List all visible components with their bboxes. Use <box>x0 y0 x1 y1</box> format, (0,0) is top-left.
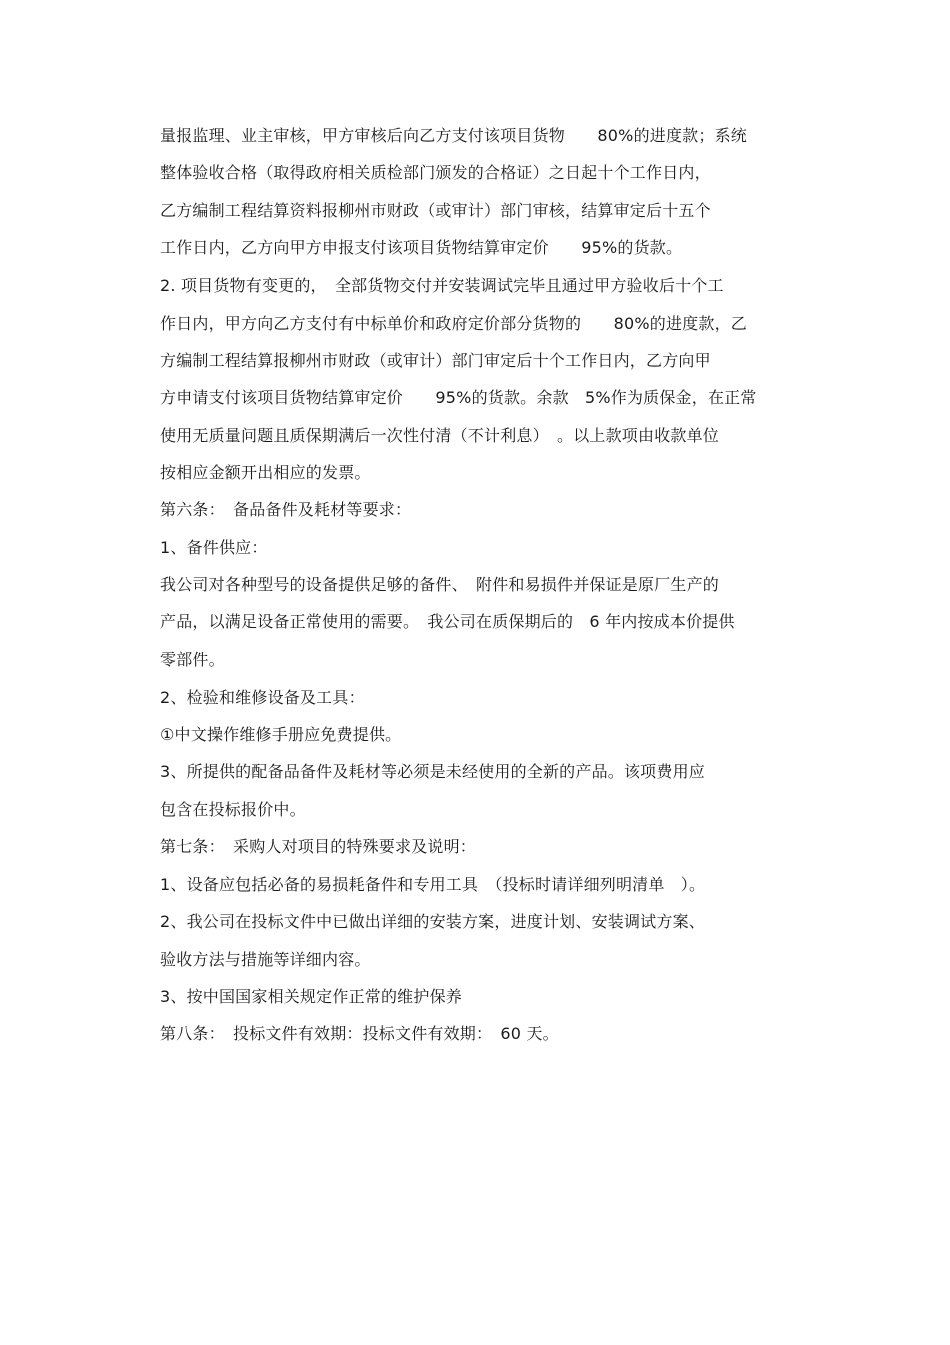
subheading: 1、备件供应： <box>160 538 268 557</box>
section-heading-8: 第八条： 投标文件有效期：投标文件有效期： 60 天。 <box>160 1024 559 1043</box>
text-line: 工作日内，乙方向甲方申报支付该项目货物结算审定价 95%的货款。 <box>160 238 683 257</box>
text-line: 作日内，甲方向乙方支付有中标单价和政府定价部分货物的 80%的进度款，乙 <box>160 314 747 333</box>
text-line: 1、设备应包括必备的易损耗备件和专用工具 （投标时请详细列明清单 ）。 <box>160 875 706 894</box>
text-line: 验收方法与措施等详细内容。 <box>160 950 371 969</box>
section-heading-7: 第七条： 采购人对项目的特殊要求及说明： <box>160 837 477 856</box>
text-line: 包含在投标报价中。 <box>160 800 306 819</box>
text-line: 我公司对各种型号的设备提供足够的备件、 附件和易损件并保证是原厂生产的 <box>160 575 720 594</box>
text-line: 3、所提供的配备品备件及耗材等必须是未经使用的全新的产品。该项费用应 <box>160 762 705 781</box>
text-line: 使用无质量问题且质保期满后一次性付清（不计利息） 。以上款项由收款单位 <box>160 426 720 445</box>
text-line: 方编制工程结算报柳州市财政（或审计）部门审定后十个工作日内，乙方向甲 <box>160 351 711 370</box>
text-line: 量报监理、业主审核，甲方审核后向乙方支付该项目货物 80%的进度款；系统 <box>160 126 747 145</box>
text-line: 产品，以满足设备正常使用的需要。 我公司在质保期后的 6 年内按成本价提供 <box>160 612 735 631</box>
text-line: 按相应金额开出相应的发票。 <box>160 463 371 482</box>
text-line: 2、我公司在投标文件中已做出详细的安装方案，进度计划、安装调试方案、 <box>160 912 705 931</box>
text-line: ①中文操作维修手册应免费提供。 <box>160 725 402 744</box>
text-line: 零部件。 <box>160 650 225 669</box>
text-line: 整体验收合格（取得政府相关质检部门颁发的合格证）之日起十个工作日内， <box>160 163 711 182</box>
text-line: 乙方编制工程结算资料报柳州市财政（或审计）部门审核，结算审定后十五个 <box>160 201 711 220</box>
text-line: 2. 项目货物有变更的， 全部货物交付并安装调试完毕且通过甲方验收后十个工 <box>160 276 724 295</box>
section-heading-6: 第六条： 备品备件及耗材等要求： <box>160 500 412 519</box>
text-line: 3、按中国国家相关规定作正常的维护保养 <box>160 987 462 1006</box>
subheading: 2、检验和维修设备及工具： <box>160 688 365 707</box>
text-line: 方申请支付该项目货物结算审定价 95%的货款。余款 5%作为质保金，在正常 <box>160 388 757 407</box>
